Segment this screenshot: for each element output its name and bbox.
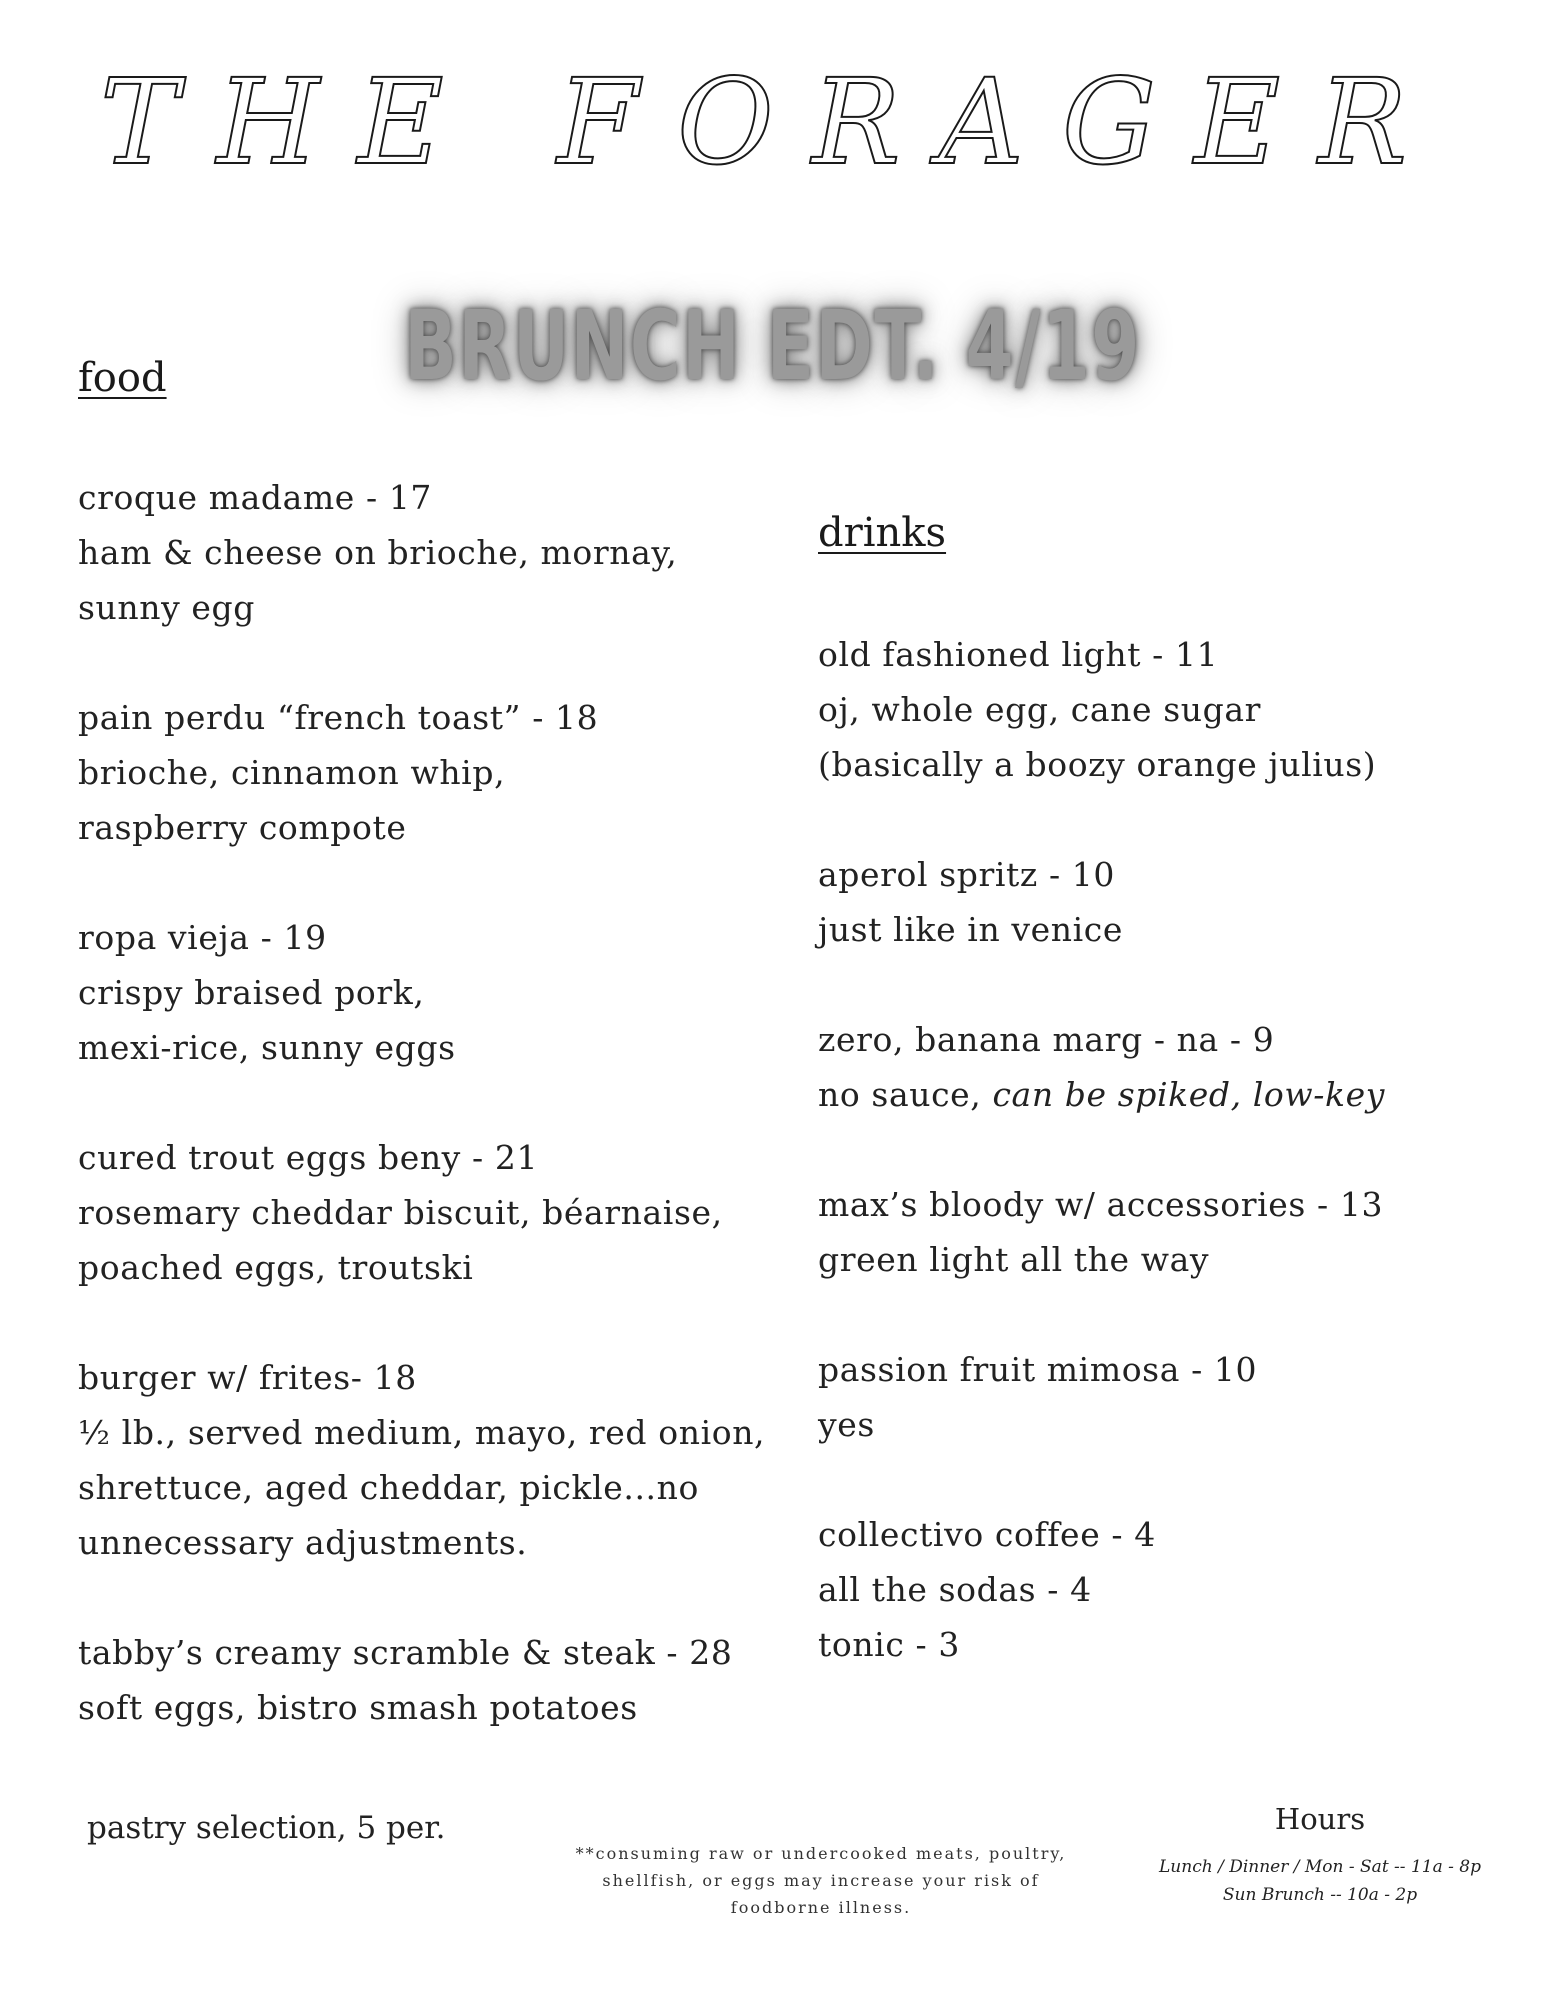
food-item-description: raspberry compote bbox=[78, 808, 407, 847]
drink-menu-item bbox=[818, 847, 1385, 957]
drinks-list bbox=[818, 627, 1385, 1727]
drink-item-title: aperol spritz - 10 bbox=[818, 855, 1115, 894]
drink-menu-item bbox=[818, 627, 1385, 792]
food-menu-item bbox=[78, 910, 765, 1075]
food-safety-disclaimer: **consuming raw or undercooked meats, poultry, shellfish, or eggs may increase your risk of foodborne illness. bbox=[575, 1844, 1067, 1917]
food-item-title: burger w/ frites- 18 bbox=[78, 1358, 417, 1397]
hours-weekday: Lunch / Dinner / Mon - Sat -- 11a - 8p bbox=[1159, 1857, 1481, 1877]
food-item-title: tabby’s creamy scramble & steak - 28 bbox=[78, 1633, 733, 1672]
drink-item-italic-note: can be spiked, low-key bbox=[992, 1075, 1385, 1114]
food-menu-item bbox=[78, 1625, 765, 1735]
drink-item-description: green light all the way bbox=[818, 1240, 1210, 1279]
food-item-description: brioche, cinnamon whip, bbox=[78, 753, 506, 792]
drink-item-description: yes bbox=[818, 1405, 875, 1444]
food-heading: food bbox=[78, 355, 167, 401]
food-item-title: pain perdu “french toast” - 18 bbox=[78, 698, 599, 737]
drink-menu-item bbox=[818, 1342, 1385, 1452]
drink-menu-item bbox=[818, 1507, 1385, 1672]
food-item-description: unnecessary adjustments. bbox=[78, 1523, 528, 1562]
pastry-note: pastry selection, 5 per. bbox=[87, 1810, 446, 1846]
restaurant-title: THE FORAGER bbox=[99, 53, 1446, 191]
food-item-description: ham & cheese on brioche, mornay, bbox=[78, 533, 678, 572]
food-item-description: shrettuce, aged cheddar, pickle...no bbox=[78, 1468, 699, 1507]
hours-sunday: Sun Brunch -- 10a - 2p bbox=[1222, 1885, 1418, 1905]
drink-item-description: oj, whole egg, cane sugar bbox=[818, 690, 1261, 729]
drink-item-title: max’s bloody w/ accessories - 13 bbox=[818, 1185, 1384, 1224]
drink-item-title: passion fruit mimosa - 10 bbox=[818, 1350, 1258, 1389]
drink-item-title: old fashioned light - 11 bbox=[818, 635, 1219, 674]
food-menu-item bbox=[78, 690, 765, 855]
drink-item-description-text: no sauce, bbox=[818, 1075, 982, 1114]
food-item-description: soft eggs, bistro smash potatoes bbox=[78, 1688, 638, 1727]
food-item-title: ropa vieja - 19 bbox=[78, 918, 327, 957]
food-menu-item bbox=[78, 470, 765, 635]
food-list bbox=[78, 470, 765, 1790]
drink-menu-item bbox=[818, 1177, 1385, 1287]
food-item-title: cured trout eggs beny - 21 bbox=[78, 1138, 539, 1177]
food-item-description: mexi-rice, sunny eggs bbox=[78, 1028, 456, 1067]
drink-item-title: collectivo coffee - 4 bbox=[818, 1515, 1156, 1554]
drink-item-description: tonic - 3 bbox=[818, 1625, 960, 1664]
drinks-heading: drinks bbox=[818, 510, 947, 556]
drink-item-description: (basically a boozy orange julius) bbox=[818, 745, 1377, 784]
food-menu-item bbox=[78, 1350, 765, 1570]
food-item-description: sunny egg bbox=[78, 588, 256, 627]
food-item-description: crispy braised pork, bbox=[78, 973, 425, 1012]
hours-title: Hours bbox=[1274, 1802, 1366, 1836]
food-item-description: poached eggs, troutski bbox=[78, 1248, 474, 1287]
drink-item-description: just like in venice bbox=[818, 910, 1123, 949]
food-item-description: ½ lb., served medium, mayo, red onion, bbox=[78, 1413, 766, 1452]
menu-edition-heading: BRUNCH EDT. 4/19 bbox=[404, 290, 1141, 402]
food-item-description: rosemary cheddar biscuit, béarnaise, bbox=[78, 1193, 723, 1232]
drink-item-description: all the sodas - 4 bbox=[818, 1570, 1092, 1609]
food-item-title: croque madame - 17 bbox=[78, 478, 433, 517]
drink-item-description bbox=[818, 1067, 1385, 1122]
food-menu-item bbox=[78, 1130, 765, 1295]
drink-item-title: zero, banana marg - na - 9 bbox=[818, 1020, 1275, 1059]
drink-menu-item bbox=[818, 1012, 1385, 1122]
